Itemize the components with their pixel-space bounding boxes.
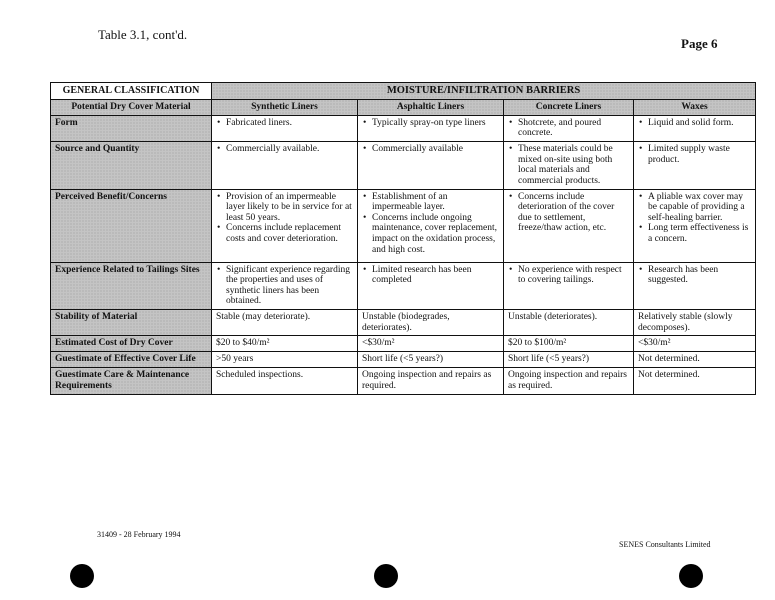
bullet-item: • Liquid and solid form.	[648, 118, 751, 129]
bullet-list	[362, 144, 499, 155]
row-label: Experience Related to Tailings Sites	[51, 262, 212, 310]
table-cell: <$30/m²	[358, 336, 504, 352]
column-header: Waxes	[634, 99, 756, 115]
bullet-list	[638, 192, 751, 245]
table-cell	[634, 142, 756, 190]
table-cell	[504, 115, 634, 141]
table-cell: Stable (may deteriorate).	[212, 310, 358, 336]
bullet-item: • Concerns include deterioration of the cover due to settlement, freeze/thaw action, etc.	[518, 192, 629, 235]
table-cell	[212, 189, 358, 262]
bullet-list	[508, 144, 629, 187]
table-cell: Unstable (biodegrades, deteriorates).	[358, 310, 504, 336]
bullet-item: • Commercially available.	[226, 144, 353, 155]
bullet-item: • Limited research has been completed	[372, 265, 499, 286]
table-cell	[212, 115, 358, 141]
table-cell	[358, 115, 504, 141]
table-cell	[504, 142, 634, 190]
table-row	[51, 352, 756, 368]
bullet-list	[216, 118, 353, 129]
row-label: Guestimate of Effective Cover Life	[51, 352, 212, 368]
bullet-item: • Concerns include replacement costs and cover deterioration.	[226, 223, 353, 244]
dry-cover-table	[50, 82, 756, 395]
bullet-list	[362, 118, 499, 129]
table-cell: Unstable (deteriorates).	[504, 310, 634, 336]
table-cell	[212, 142, 358, 190]
table-row	[51, 115, 756, 141]
bullet-list	[508, 265, 629, 286]
table-cell: Short life (<5 years?)	[358, 352, 504, 368]
bullet-item: • Typically spray-on type liners	[372, 118, 499, 129]
table-cell: $20 to $100/m²	[504, 336, 634, 352]
material-header: Potential Dry Cover Material	[51, 99, 212, 115]
table-row	[51, 142, 756, 190]
bullet-list	[508, 192, 629, 235]
bullet-list	[638, 118, 751, 129]
row-label: Perceived Benefit/Concerns	[51, 189, 212, 262]
bullet-item: • These materials could be mixed on-site using both local materials and commercial products.	[518, 144, 629, 187]
table-cell: >50 years	[212, 352, 358, 368]
row-label: Source and Quantity	[51, 142, 212, 190]
table-cell	[212, 262, 358, 310]
table-cell	[358, 189, 504, 262]
table-cell	[634, 115, 756, 141]
row-label: Form	[51, 115, 212, 141]
table-cell: Ongoing inspection and repairs as required.	[358, 368, 504, 394]
table-cell: Not determined.	[634, 352, 756, 368]
table-cell: Scheduled inspections.	[212, 368, 358, 394]
table-title: Table 3.1, cont'd.	[98, 27, 188, 42]
table-cell	[504, 189, 634, 262]
table-cell: Short life (<5 years?)	[504, 352, 634, 368]
table-cell	[358, 142, 504, 190]
bullet-list	[638, 144, 751, 165]
page-number: Page 6	[681, 36, 718, 51]
table-cell: $20 to $40/m²	[212, 336, 358, 352]
punch-hole	[374, 564, 398, 588]
table-body	[51, 115, 756, 394]
table-cell: Relatively stable (slowly decomposes).	[634, 310, 756, 336]
bullet-list	[362, 265, 499, 286]
table-cell	[358, 262, 504, 310]
bullet-item: • Concerns include ongoing maintenance, cover replacement, impact on the oxidation process, and high cost.	[372, 213, 499, 256]
bullet-item: • A pliable wax cover may be capable of providing a self-healing barrier.	[648, 192, 751, 224]
table-cell	[504, 262, 634, 310]
bullet-item: • Significant experience regarding the properties and uses of synthetic liners has been obtained.	[226, 265, 353, 308]
table-cell: <$30/m²	[634, 336, 756, 352]
bullet-list	[638, 265, 751, 286]
column-header: Synthetic Liners	[212, 99, 358, 115]
row-label: Guestimate Care & Maintenance Requirements	[51, 368, 212, 394]
bullet-list	[216, 265, 353, 308]
table-cell: Not determined.	[634, 368, 756, 394]
document-reference: 31409 - 28 February 1994	[97, 530, 181, 539]
table-row	[51, 336, 756, 352]
table-cell	[634, 189, 756, 262]
row-label: Estimated Cost of Dry Cover	[51, 336, 212, 352]
bullet-item: • Long term effectiveness is a concern.	[648, 223, 751, 244]
company-name: SENES Consultants Limited	[619, 540, 711, 549]
bullet-list	[508, 118, 629, 139]
punch-hole	[70, 564, 94, 588]
bullet-item: • Limited supply waste product.	[648, 144, 751, 165]
table-row	[51, 189, 756, 262]
punch-hole	[679, 564, 703, 588]
table-row	[51, 368, 756, 394]
table-cell	[634, 262, 756, 310]
bullet-item: • Research has been suggested.	[648, 265, 751, 286]
row-label: Stability of Material	[51, 310, 212, 336]
table-cell: Ongoing inspection and repairs as required.	[504, 368, 634, 394]
bullet-item: • Fabricated liners.	[226, 118, 353, 129]
table-row	[51, 310, 756, 336]
group-header: MOISTURE/INFILTRATION BARRIERS	[212, 83, 756, 100]
bullet-item: • Establishment of an impermeable layer.	[372, 192, 499, 213]
bullet-item: • Commercially available	[372, 144, 499, 155]
bullet-item: • No experience with respect to covering tailings.	[518, 265, 629, 286]
bullet-item: • Provision of an impermeable layer likely to be in service for at least 50 years.	[226, 192, 353, 224]
column-header: Asphaltic Liners	[358, 99, 504, 115]
column-header: Concrete Liners	[504, 99, 634, 115]
table-row	[51, 262, 756, 310]
bullet-list	[216, 192, 353, 245]
bullet-item: • Shotcrete, and poured concrete.	[518, 118, 629, 139]
general-classification-header: GENERAL CLASSIFICATION	[51, 83, 212, 100]
bullet-list	[216, 144, 353, 155]
bullet-list	[362, 192, 499, 256]
